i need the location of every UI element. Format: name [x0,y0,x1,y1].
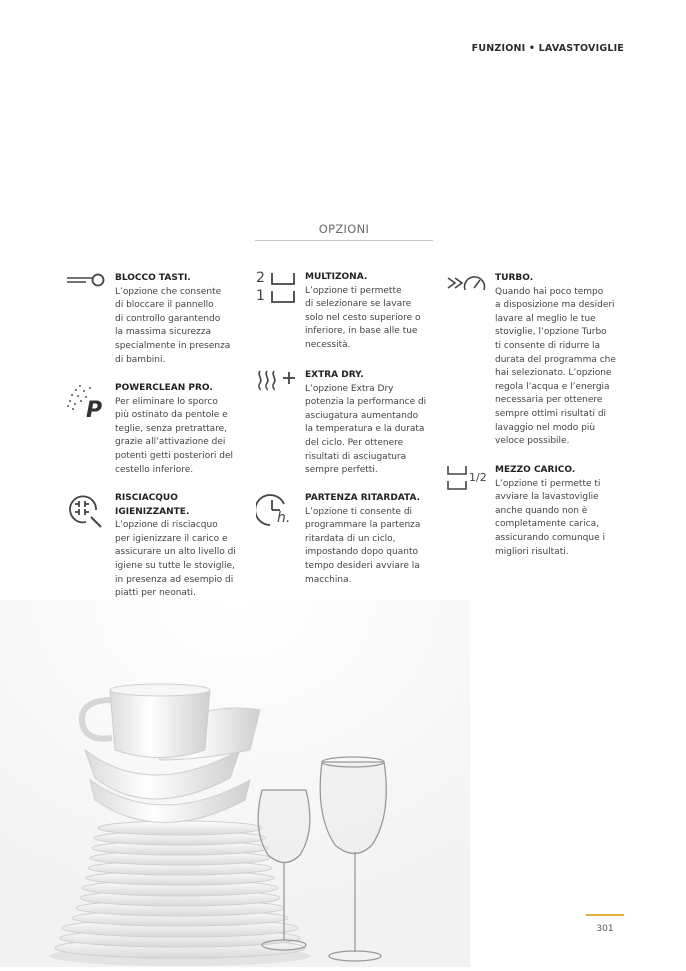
option-text: programmare la partenza [305,520,421,531]
option-text: macchina. [305,574,352,585]
option-text: più ostinato da pentole e [115,410,228,421]
option-text: regola l’acqua e l’energia [495,381,610,392]
option-text: Per eliminare lo sporco [115,396,218,407]
option-text: di bambini. [115,354,166,365]
option-title: RISCIACQUO [115,493,178,503]
dishes-and-wine-glasses-photo [0,600,470,967]
option-title: PARTENZA RITARDATA. [305,493,421,503]
option-text: L’opzione di risciacquo [115,520,218,531]
option-text: risultati di asciugatura [305,451,407,462]
delay-start-label: h. [277,510,291,526]
multizone-label-upper: 2 [256,270,265,286]
option-text: L’opzione ti consente di [305,506,413,517]
page-header: FUNZIONI • LAVASTOVIGLIE [471,43,624,54]
option-text: anche quando non è [495,505,588,516]
option-text: L’opzione ti permette ti [495,478,601,489]
option-text: hai selezionato. L’opzione [495,368,612,379]
option-text: teglie, senza pretrattare, [115,423,228,434]
extra-dry-icon [256,369,298,395]
option-text: ritardata di un ciclo, [305,533,396,544]
option-text: necessaria per ottenere [495,395,603,406]
option-text: sempre ottimi risultati di [495,408,607,419]
option-text: avviare la lavastoviglie [495,492,599,503]
option-text: necessità. [305,339,351,350]
option-text: in presenza ad esempio di [115,574,234,585]
key-lock-icon [66,272,106,292]
delay-start-icon [256,492,298,532]
option-text: solo nel cesto superiore o [305,312,421,323]
option-text: ti consente di ridurre la [495,340,601,351]
option-text: potenzia la performance di [305,397,427,408]
option-title: IGIENIZZANTE. [115,506,190,517]
svg-text:P: P [86,398,103,422]
option-text: specialmente in presenza [115,340,231,351]
option-text: asciugatura aumentando [305,410,419,421]
option-text: sempre perfetti. [305,465,378,476]
multizone-icon [256,271,298,307]
option-text: per igienizzare il carico e [115,533,228,544]
option-text: migliori risultati. [495,546,569,557]
option-text: grazie all’attivazione dei [115,437,226,448]
option-text: tempo desideri avviare la [305,560,420,571]
page-number-accent [586,914,624,916]
option-text: di selezionare se lavare [305,299,412,310]
option-text: lavare al meglio le tue [495,313,596,324]
option-text: a disposizione ma desideri [495,300,615,311]
option-text: del ciclo. Per ottenere [305,437,404,448]
option-text: cestello inferiore. [115,464,194,475]
option-text: L’opzione ti permette [305,285,402,296]
option-title: POWERCLEAN PRO. [115,383,213,393]
option-text: L’opzione che consente [115,286,222,297]
option-title: EXTRA DRY. [305,370,364,380]
page-number: 301 [596,924,614,934]
option-title: BLOCCO TASTI. [115,273,191,283]
section-title: OPZIONI [318,222,370,236]
option-text: impostando dopo quanto [305,547,418,558]
option-text: inferiore, in base alle tue [305,326,418,337]
option-text: igiene su tutte le stoviglie, [115,560,235,571]
option-text: la temperatura e la durata [305,424,425,435]
hygiene-rinse-icon [66,492,106,536]
option-text: stoviglie, l’opzione Turbo [495,327,607,338]
half-load-icon [446,464,490,494]
option-title: TURBO. [495,273,534,283]
option-text: assicurando comunque i [495,532,605,543]
option-text: piatti per neonati. [115,588,196,599]
option-text: la massima sicurezza [115,327,212,338]
option-text: Quando hai poco tempo [495,286,604,297]
option-title: MEZZO CARICO. [495,465,576,475]
half-load-label: 1/2 [469,471,487,484]
option-text: potenti getti posteriori del [115,450,234,461]
option-text: L’opzione Extra Dry [305,383,394,394]
turbo-icon [446,272,488,300]
option-text: veloce possibile. [495,436,570,447]
option-text: di controllo garantendo [115,313,221,324]
option-text: di bloccare il pannello [115,300,214,311]
section-divider [255,240,433,241]
option-title: MULTIZONA. [305,272,368,282]
multizone-label-lower: 1 [256,288,265,304]
powerclean-icon [66,382,106,426]
option-text: lavaggio nel modo più [495,422,596,433]
option-text: completamente carica, [495,519,599,530]
option-text: durata del programma che [495,354,616,365]
option-text: assicurare un alto livello di [115,547,236,558]
